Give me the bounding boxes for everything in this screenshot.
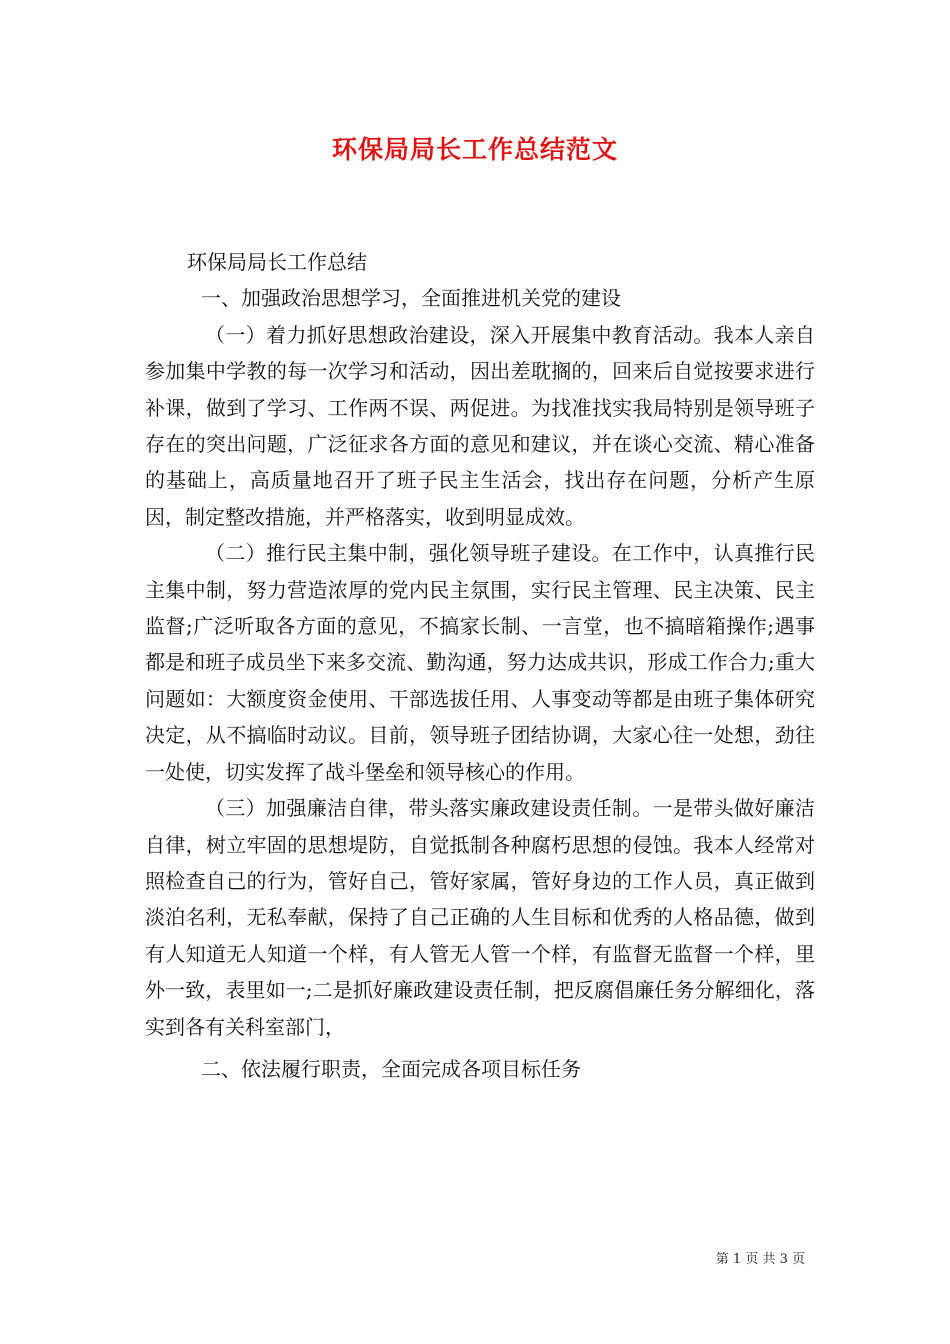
paragraph-3: （三）加强廉洁自律，带头落实廉政建设责任制。一是带头做好廉洁自律，树立牢固的思想堤防，自觉抵制各种腐朽思想的侵蚀。我本人经常对照检查自己的行为，管好自己，管好家属，管好身边的工作人员，真正做到淡泊名利，无私奉献，保持了自己正确的人生目标和优秀的人格品德，做到有人知道无人知道一个样，有人管无人管一个样，有监督无监督一个样，里外一致，表里如一;二是抓好廉政建设责任制，把反腐倡廉任务分解细化，落实到各有关科室部门， (145, 796, 815, 1039)
subtitle-heading: 环保局局长工作总结 (187, 250, 367, 274)
document-title: 环保局局长工作总结范文 (331, 135, 618, 164)
page-number-footer: 第 1 页 共 3 页 (715, 1252, 805, 1267)
section-heading-1: 一、加强政治思想学习，全面推进机关党的建设 (201, 286, 621, 311)
section-heading-2: 二、依法履行职责，全面完成各项目标任务 (201, 1056, 581, 1081)
paragraph-1: （一）着力抓好思想政治建设，深入开展集中教育活动。我本人亲自参加集中学教的每一次学习和活动，因出差耽搁的，回来后自觉按要求进行补课，做到了学习、工作两不误、两促进。为找准找实我局特别是领导班子存在的突出问题，广泛征求各方面的意见和建议，并在谈心交流、精心准备的基础上，高质量地召开了班子民主生活会，找出存在问题，分析产生原因，制定整改措施，并严格落实，收到明显成效。 (145, 322, 815, 529)
paragraph-2: （二）推行民主集中制，强化领导班子建设。在工作中，认真推行民主集中制，努力营造浓厚的党内民主氛围，实行民主管理、民主决策、民主监督;广泛听取各方面的意见，不搞家长制、一言堂，也不搞暗箱操作;遇事都是和班子成员坐下来多交流、勤沟通，努力达成共识，形成工作合力;重大问题如：大额度资金使用、干部选拔任用、人事变动等都是由班子集体研究决定，从不搞临时动议。目前，领导班子团结协调，大家心往一处想，劲往一处使，切实发挥了战斗堡垒和领导核心的作用。 (145, 541, 815, 784)
document-body (145, 244, 815, 1087)
